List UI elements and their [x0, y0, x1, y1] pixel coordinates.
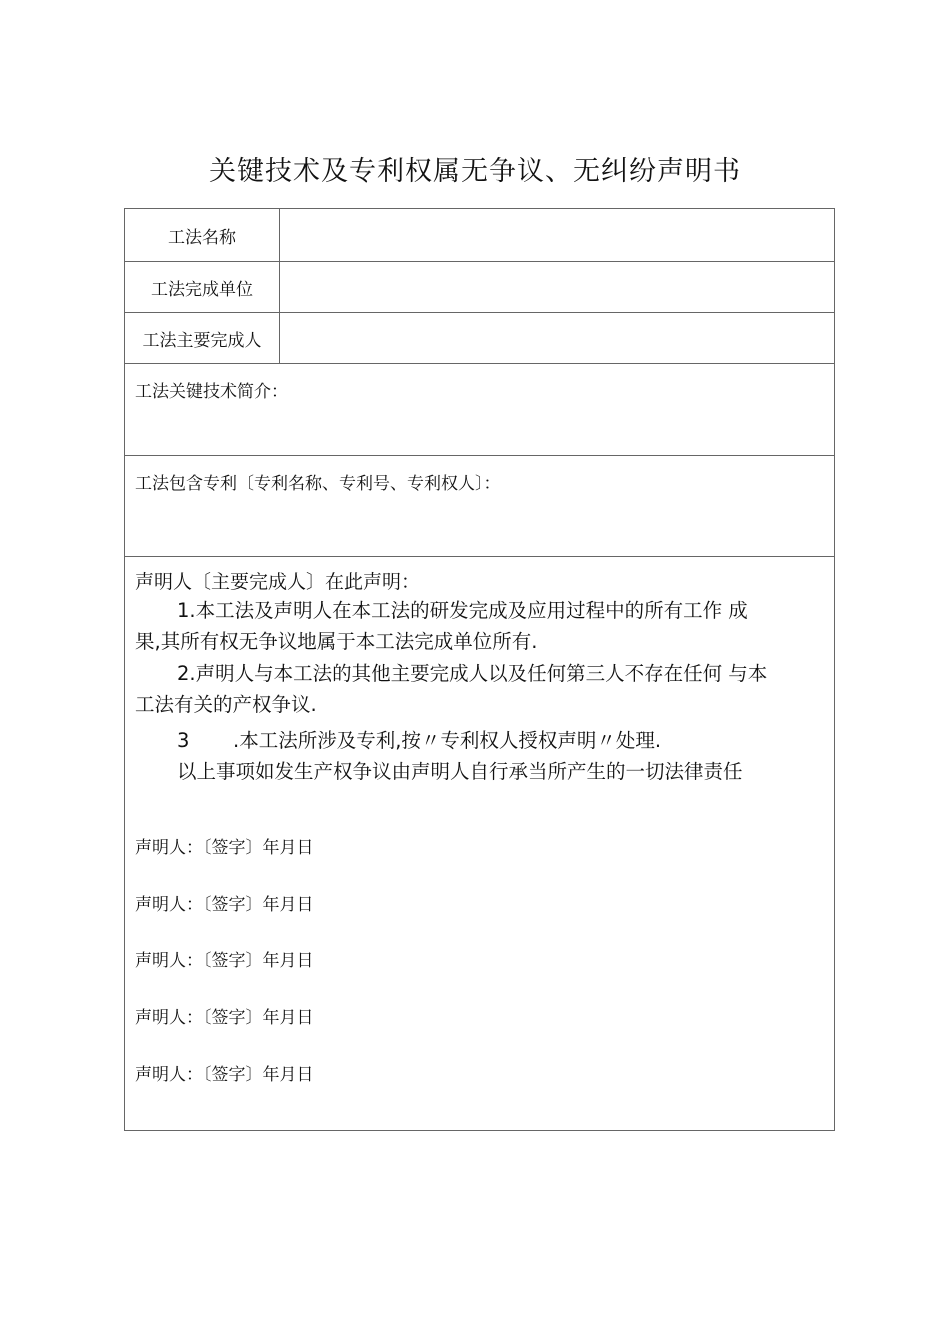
patents-label: 工法包含专利〔专利名称、专利号、专利权人〕：	[135, 474, 501, 494]
key-tech-section	[125, 364, 834, 456]
declaration-closing: 以上事项如发生产权争议由声明人自行承当所产生的一切法律责任	[177, 760, 743, 783]
signature-line[interactable]: 声明人：〔签字〕年月日	[135, 838, 314, 858]
signature-line[interactable]: 声明人：〔签字〕年月日	[135, 1065, 314, 1085]
method-name-row	[125, 209, 834, 262]
completing-unit-row	[125, 262, 834, 313]
document-title: 关键技术及专利权属无争议、无纠纷声明书	[209, 156, 741, 187]
signature-line[interactable]: 声明人：〔签字〕年月日	[135, 1008, 314, 1028]
main-completers-label: 工法主要完成人	[125, 313, 280, 363]
declaration-item-1-line-1: 1.本工法及声明人在本工法的研发完成及应用过程中的所有工作 成	[177, 599, 748, 622]
declaration-item-3-number: 3	[177, 729, 190, 752]
key-tech-label: 工法关键技术简介：	[135, 382, 288, 402]
main-completers-field[interactable]	[280, 313, 834, 363]
declaration-item-1-line-2: 果,其所有权无争议地属于本工法完成单位所有.	[135, 630, 538, 653]
completing-unit-label: 工法完成单位	[125, 262, 280, 312]
signature-line[interactable]: 声明人：〔签字〕年月日	[135, 951, 314, 971]
declaration-section	[125, 557, 834, 1130]
declaration-item-2-line-1: 2.声明人与本工法的其他主要完成人以及任何第三人不存在任何 与本	[177, 662, 768, 685]
completing-unit-field[interactable]	[280, 262, 834, 312]
declaration-item-2-line-2: 工法有关的产权争议.	[135, 693, 317, 716]
method-name-field[interactable]	[280, 209, 834, 261]
signature-line[interactable]: 声明人：〔签字〕年月日	[135, 895, 314, 915]
declaration-heading: 声明人〔主要完成人〕在此声明：	[135, 571, 421, 593]
declaration-item-3-text: .本工法所涉及专利,按〃专利权人授权声明〃处理.	[233, 729, 662, 752]
method-name-label: 工法名称	[125, 209, 280, 261]
patents-section	[125, 456, 834, 557]
main-completers-row	[125, 313, 834, 364]
declaration-form	[124, 208, 835, 1131]
